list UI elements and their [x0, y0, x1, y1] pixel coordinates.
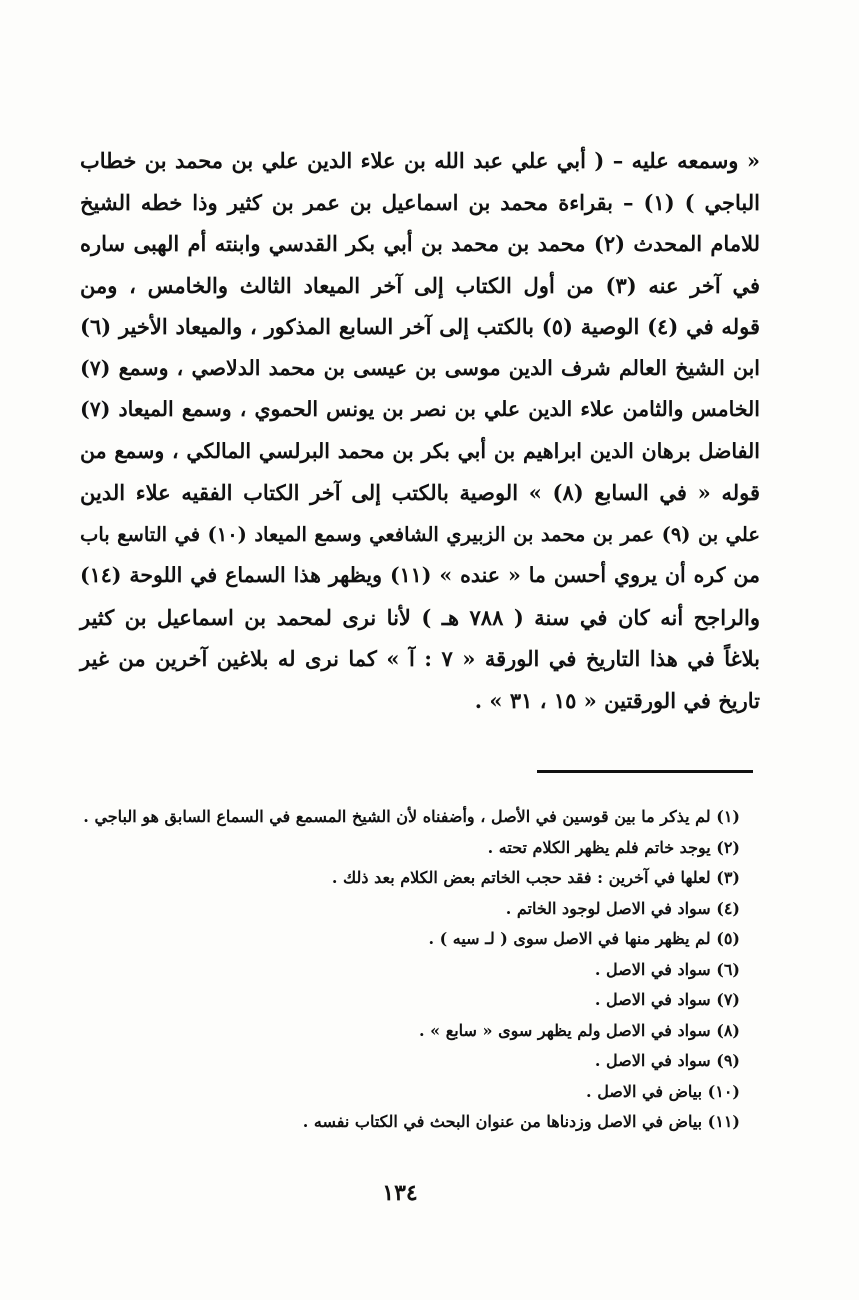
main-text-line: قوله « في السابع (٨) » الوصية بالكتب إلى آخر الكتاب الفقيه علاء الدين: [80, 480, 761, 505]
main-text-line: تاريخ في الورقتين « ١٥ ، ٣١ » .: [474, 687, 760, 713]
footnote-item: (١) لم يذكر ما بين قوسين في الأصل ، وأضفناه لأن الشيخ المسمع في السماع السابق هو الباجي .: [83, 807, 740, 826]
footnote-item: (٩) سواد في الاصل .: [594, 1051, 740, 1070]
main-text-line: الفاضل برهان الدين ابراهيم بن أبي بكر بن محمد البرلسي المالكي ، وسمع من: [80, 438, 760, 463]
footnote-item: (١٠) بياض في الاصل .: [586, 1081, 740, 1101]
main-text-line: ابن الشيخ العالم شرف الدين موسى بن عيسى بن محمد الدلاصي ، وسمع (٧): [80, 355, 760, 380]
main-text-line: علي بن (٩) عمر بن محمد بن الزبيري الشافعي وسمع الميعاد (١٠) في التاسع باب: [80, 522, 760, 546]
footnote-item: (٢) يوجد خاتم فلم يظهر الكلام تحته .: [487, 837, 740, 857]
footnote-item: (٥) لم يظهر منها في الاصل سوى ( لـ سيه ) .: [428, 929, 740, 948]
main-text-line: والراجح أنه كان في سنة ( ٧٨٨ هـ ) لأنا نرى لمحمد بن اسماعيل بن كثير: [80, 604, 761, 630]
footnotes-block: [80, 802, 740, 1138]
footnote-item: (٨) سواد في الاصل ولم يظهر سوى « سابع » .: [419, 1020, 740, 1040]
main-text-line: من كره أن يروي أحسن ما « عنده » (١١) ويظهر هذا السماع في اللوحة (١٤): [80, 563, 760, 587]
main-text-line: الباجي ) (١) – بقراءة محمد بن اسماعيل بن عمر بن كثير وذا خطه الشيخ: [80, 189, 761, 215]
main-text-line: للامام المحدث (٢) محمد بن محمد بن أبي بكر القدسي وابنته أم الهبى ساره: [80, 231, 761, 256]
footnote-separator: [537, 770, 753, 773]
footnote-item: (٧) سواد في الاصل .: [594, 990, 740, 1009]
main-text-line: « وسمعه عليه – ( أبي علي عبد الله بن علاء الدين علي بن محمد بن خطاب: [80, 148, 760, 173]
main-text-line: في آخر عنه (٣) من أول الكتاب إلى آخر الميعاد الثالث والخامس ، ومن: [80, 272, 760, 298]
footnote-item: (٣) لعلها في آخرين : فقد حجب الخاتم بعض الكلام بعد ذلك .: [331, 868, 740, 887]
main-text-line: الخامس والثامن علاء الدين علي بن نصر بن يونس الحموي ، وسمع الميعاد (٧): [80, 397, 760, 421]
footnote-item: (٤) سواد في الاصل لوجود الخاتم .: [505, 898, 740, 918]
main-text-line: بلاغاً في هذا التاريخ في الورقة « ٧ : آ » كما نرى له بلاغين آخرين من غير: [80, 646, 761, 671]
footnote-item: (١١) بياض في الاصل وزدناها من عنوان البحث في الكتاب نفسه .: [302, 1112, 740, 1131]
main-text-line: قوله في (٤) الوصية (٥) بالكتب إلى آخر السابع المذكور ، والميعاد الأخير (٦): [80, 314, 760, 339]
page-number: ١٣٤: [382, 1180, 418, 1206]
footnote-item: (٦) سواد في الاصل .: [594, 959, 740, 979]
main-text-block: [80, 140, 760, 721]
